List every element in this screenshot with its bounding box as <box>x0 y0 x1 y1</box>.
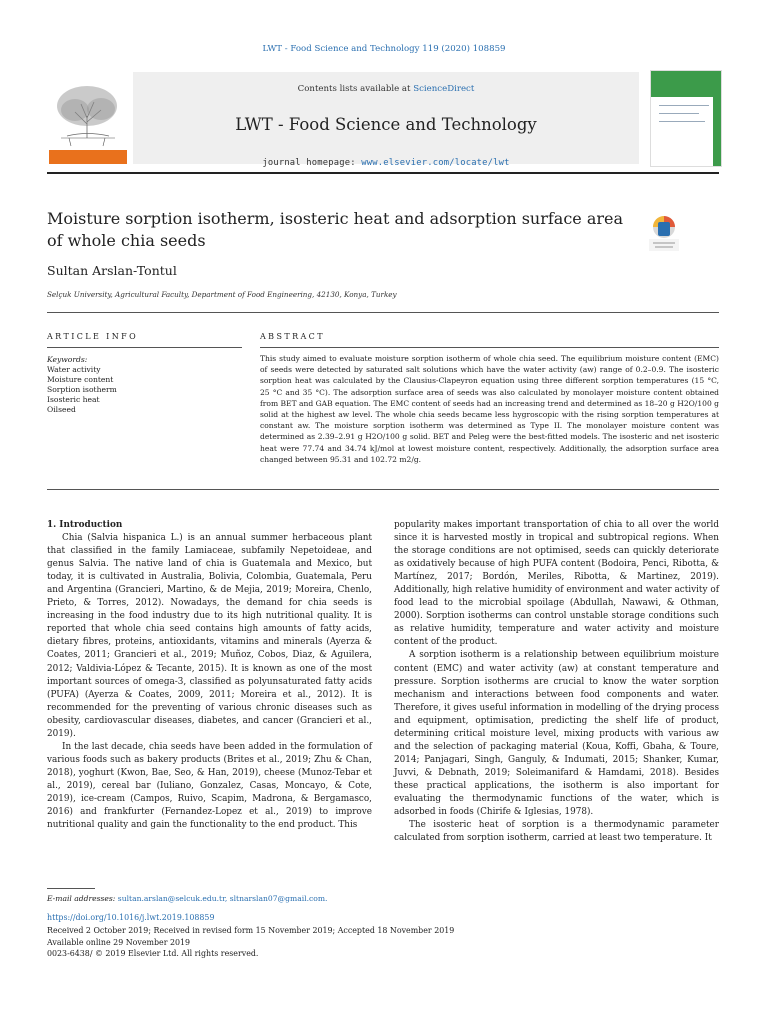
contents-prefix: Contents lists available at <box>297 84 411 94</box>
keyword-item: Sorption isotherm <box>47 384 117 394</box>
homepage-line <box>133 158 639 168</box>
cover-line <box>659 121 705 122</box>
journal-citation-link[interactable]: LWT - Food Science and Technology 119 (2020) 108859 <box>262 44 506 54</box>
available-online: Available online 29 November 2019 <box>47 937 191 947</box>
email-links[interactable]: sultan.arslan@selcuk.edu.tr, sltnarslan07@gmail.com. <box>117 894 328 903</box>
author-name: Sultan Arslan-Tontul <box>47 263 177 278</box>
body-paragraph: The isosteric heat of sorption is a thermodynamic parameter calculated from sorption isotherm, carried at least two temperature. It <box>394 820 719 844</box>
article-info-divider <box>47 347 242 348</box>
body-paragraph: Chia (Salvia hispanica L.) is an annual summer herbaceous plant that classified in the family Lamiaceae, subfamily Nepetoideae, and genus Salvia. The native land of chia is Guatemala and Mexico, but today, it is cultivated in Australia, Bolivia, Colombia, Guatemala, Peru and Argentina (Grancieri, Martino, & de Mejia, 2019; Moreira, Chenlo, Prieto, & Torres, 2012). Nowadays, the demand for chia seeds is increasing in the food industry due to its high nutritional quality. It is reported that whole chia seed contains high amounts of fatty acids, dietary fibres, proteins, antioxidants, vitamins and minerals (Ayerza & Coates, 2011; Grancieri et al., 2019; Muñoz, Cobos, Diaz, & Aguilera, 2012; Valdivia-López & Tecante, 2015). It is known as one of the most important sources of omega-3, classified as polyunsaturated fatty acids (PUFA) (Ayerza & Coates, 2009, 2011; Moreira et al., 2012). It is recommended for the preventing of various chronic diseases such as obesity, cardiovascular diseases, diabetes, and cancer (Grancieri et al., 2019). <box>47 533 372 739</box>
section-heading: 1. Introduction <box>47 520 123 530</box>
footnote-divider <box>47 888 95 889</box>
keyword-item: Water activity <box>47 364 101 374</box>
keyword-item: Isosteric heat <box>47 394 100 404</box>
article-info-heading: ARTICLE INFO <box>47 332 139 341</box>
abstract-text: This study aimed to evaluate moisture sorption isotherm of whole chia seed. The equilibrium moisture content (EMC) of seeds were detected by saturated salt solutions which have the water activity (aw) range of 0.2–0.9. The isosteric sorption heat was calculated by the Clausius-Clapeyron equation using three different sorption temperatures (15 °C, 25 °C and 35 °C). The adsorption surface area of seeds was also calculated by monolayer moisture content obtained from BET and GAB equation. The EMC content of seeds had an increasing trend and determined as 18–20 g H2O/100 g solid at the highest aw level. The whole chia seeds became less hygroscopic with the rising sorption temperatures at constant aw. The moisture sorption isotherm was determined as Type II. The monolayer moisture content was determined as 2.39–2.91 g H2O/100 g solid. BET and Peleg were the best-fitted models. The isosteric and net isosteric heat were 77.74 and 34.74 kJ/mol at lowest moisture content, respectively. Additionally, the adsorption surface area changed between 95.31 and 102.72 m2/g. <box>260 354 719 464</box>
article-history <box>47 925 454 960</box>
article-title: Moisture sorption isotherm, isosteric heat and adsorption surface area of whole chia seeds <box>47 209 624 250</box>
body-column-right <box>394 519 719 845</box>
section-divider <box>47 312 719 313</box>
abstract-heading: ABSTRACT <box>260 332 325 341</box>
abstract-divider <box>260 347 719 348</box>
check-for-updates-icon[interactable] <box>645 213 683 253</box>
contents-line <box>133 84 639 94</box>
journal-cover-thumbnail[interactable] <box>650 70 722 167</box>
author-affiliation: Selçuk University, Agricultural Faculty, Department of Food Engineering, 42130, Konya, Turkey <box>47 290 397 299</box>
keywords-block <box>47 355 242 414</box>
body-divider <box>47 489 719 490</box>
body-paragraph: A sorption isotherm is a relationship between equilibrium moisture content (EMC) and water activity (aw) at constant temperature and pressure. Sorption isotherms are crucial to know the water sorption mechanism and interactions between food components and water. Therefore, it gives useful information in modelling of the drying process and equipment, optimisation, predicting the shelf life of product, determining critical moisture level, mixing products with various aw and the selection of packaging material (Koua, Koffi, Gbaha, & Toure, 2014; Panjagari, Singh, Ganguly, & Indumati, 2015; Shanker, Kumar, Juvvi, & Debnath, 2019; Soleimanifard & Hamdami, 2018). Besides these practical applications, the isotherm is also important for evaluating the thermodynamic functions of the water, which is adsorbed in foods (Chirife & Iglesias, 1978). <box>394 650 719 818</box>
cover-band <box>651 71 721 97</box>
cover-side-band <box>713 97 721 166</box>
doi-link[interactable]: https://doi.org/10.1016/j.lwt.2019.108859 <box>47 913 215 922</box>
keyword-item: Moisture content <box>47 374 114 384</box>
elsevier-logo <box>47 76 129 166</box>
body-column-left <box>47 519 372 832</box>
homepage-prefix: journal homepage: <box>262 158 356 168</box>
journal-header <box>47 66 647 166</box>
body-paragraph: popularity makes important transportation of chia to all over the world since it is harvested mostly in tropical and subtropical regions. When the storage conditions are not optimised, seeds can quickly deteriorate as oxidatively because of high PUFA content (Bodoira, Penci, Ribotta, & Martínez, 2017; Bordón, Meriles, Ribotta, & Martinez, 2019). Additionally, high relative humidity of environment and water activity of food lead to the microbial spoilage (Abdullah, Nawawi, & Othman, 2000). Sorption isotherms can control unstable storage conditions such as relative humidity, temperature and water activity and moisture content of the product. <box>394 520 719 648</box>
cover-line <box>659 113 699 114</box>
email-label: E-mail addresses: <box>47 894 116 903</box>
journal-title: LWT - Food Science and Technology <box>235 115 537 134</box>
cover-line <box>659 105 709 106</box>
keywords-label: Keywords: <box>47 355 88 364</box>
received-dates: Received 2 October 2019; Received in revised form 15 November 2019; Accepted 18 November 2019 <box>47 926 455 935</box>
body-paragraph: In the last decade, chia seeds have been added in the formulation of various foods such as bakery products (Brites et al., 2019; Zhu & Chan, 2018), yoghurt (Kwon, Bae, Seo, & Han, 2019), cheese (Munoz-Tebar et al., 2019), cereal bar (Iuliano, Gonzalez, Casas, Moncayo, & Cote, 2019), ice-cream (Campos, Ruivo, Scapim, Madrona, & Bergamasco, 2016) and frankfurter (Fernandez-Lopez et al., 2019) to improve nutritional quality and gain the functionality to the end product. This <box>47 741 372 831</box>
header-panel <box>133 72 639 168</box>
header-divider <box>47 172 719 174</box>
homepage-link[interactable]: www.elsevier.com/locate/lwt <box>361 158 510 168</box>
sciencedirect-link[interactable]: ScienceDirect <box>413 84 475 94</box>
email-footnote <box>47 894 327 903</box>
copyright: 0023-6438/ © 2019 Elsevier Ltd. All rights reserved. <box>47 949 259 959</box>
keyword-item: Oilseed <box>47 404 76 414</box>
